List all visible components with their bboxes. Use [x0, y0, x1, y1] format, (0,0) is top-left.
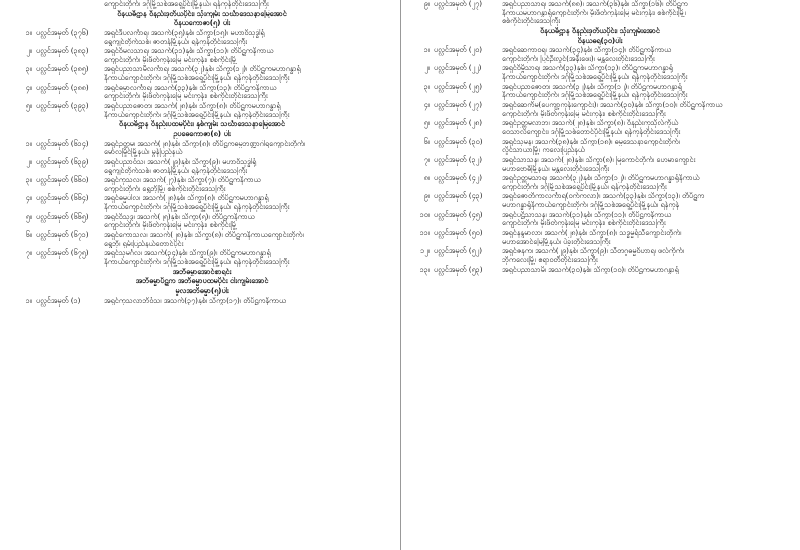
entry-text: ကျောင်းတိုက်၊ မိုးဖိတ်ကုန်းမြေ မင်းကုန်း၊ စစ်ကိုင်းတိုင်းဒေသကြီး [502, 109, 666, 118]
entry-text: အရှင်နန္ဒမာလာ၊ အသက်(၂၈)နှစ်၊ သိက္ခာ(၈)၊ သဒ္ဓမ္မရံသီကျောင်းတိုက်၊ [502, 229, 682, 238]
list-item [408, 101, 792, 118]
entry-text: အရှင်ဒီပလင်္ကာရ၊ အသက်(၃၅)နှစ်၊ သိက္ခာ(၁၅)၊ မဟာဝိသုဒ္ဓါရုံ [104, 28, 265, 37]
entry-number: ၉။ [423, 0, 430, 8]
text-line: ကျောင်းတိုက်၊ ဒဂုံမြို့သစ်အရှေ့ပိုင်းမြို့နယ်၊ ရန်ကုန်တိုင်းဒေသကြီး [104, 0, 269, 8]
list-item [10, 213, 394, 230]
list-item [10, 158, 394, 175]
list-item [10, 65, 394, 82]
list-item [10, 47, 394, 64]
entry-code: ပလ္လင်အမှတ် (၆၆၅) [36, 211, 89, 221]
entry-number: ၄။ [25, 193, 32, 203]
entry-code: ပလ္လင်အမှတ် (၄၃) [434, 191, 483, 201]
entry-code: ပလ္လင်အမှတ် (၂၈) [434, 118, 483, 128]
list-item [10, 249, 394, 266]
continuation-text [10, 0, 394, 9]
entry-code: ပလ္လင်အမှတ် (၂၇) [434, 0, 482, 8]
list-item [408, 138, 792, 155]
entry-list [10, 29, 394, 119]
entry-code: ပလ္လင်အမှတ် (၂၀) [434, 45, 482, 55]
entry-number: ၃။ [25, 64, 32, 74]
entry-text: နိကာယ်ကျောင်းတိုက်၊ ဒဂုံမြို့သစ်အရှေ့ပိုင်းမြို့နယ်၊ ရန်ကုန်တိုင်းဒေသကြီး [104, 110, 290, 119]
entry-text: ကျောင်းတိုက်၊ မိုးဖိတ်ကုန်းမြေ မင်းကုန်း၊ စစ်ကိုင်းတိုင်းဒေသကြီး [502, 219, 666, 228]
list-item [408, 174, 792, 191]
entry-text: ကျောင်းတိုက်၊ မိုးဖိတ်ကုန်းမြေ မင်းကုန်း၊ စစ်ကိုင်းမြို့ [104, 221, 237, 230]
entry-number: ၁၂။ [420, 246, 430, 256]
list-item [408, 119, 792, 136]
entry-text: ရွှေကျင်တိုက်သစ်၊ ဇာတန်မြို့နယ်၊ ရန်ကုန်တိုင်းဒေသကြီး [104, 166, 248, 175]
entry-number: ၇။ [25, 248, 32, 258]
entry-number: ၂။ [26, 46, 32, 56]
entry-code: ပလ္လင်အမှတ် (၆၃၉) [36, 156, 89, 166]
section-heading: အဘိဓမ္မာပိဋက အဘိဓမ္မာပထမပိုင်း ငါးကျမ်းအောင် [135, 277, 269, 286]
entry-text: ရွှေကျင်တိုက်သစ်၊ ဇာတန်မြို့နယ်၊ ရန်ကုန်တိုင်းဒေသကြီး [104, 37, 248, 46]
entry-text: အရှင်သုမင်္ဂလ၊ အသက်(၃၄)နှစ်၊ သိက္ခာ(၉)၊ တိပိဋကမဟာဂန္ဓာရုံ [104, 249, 271, 258]
list-item [10, 140, 394, 157]
list-item [408, 266, 792, 275]
right-column [408, 0, 792, 550]
entry-text: အရှင်ကုသလာဘိဝံသ၊ အသက်(၃၇)နှစ်၊ သိက္ခာ(၁၇)၊ တိပိဋကနိကာယ [104, 296, 287, 305]
entry-text: နိကာယ်ကျောင်းတိုက်၊ ဒဂုံမြို့သစ်အရှေ့ပိုင်းမြို့နယ်၊ ရန်ကုန်တိုင်းဒေသကြီး [104, 74, 290, 83]
entry-number: ၁။ [25, 138, 32, 148]
entry-text: ရွှေဘို၊ ရှမ်းပြည်နယ်တောင်ပိုင်း [104, 239, 184, 248]
entry-number: ၁၃။ [419, 264, 430, 274]
entry-number: ၂။ [26, 156, 32, 166]
entry-text: အရှင်ပညာသာမိ၊ အသက်(၃၀)နှစ်၊ သိက္ခာ(၁၀)၊ တိပိဋကမဟာဂန္ဓာရုံ [502, 265, 679, 274]
entry-number: ၄။ [25, 82, 32, 92]
entry-text: အရှင်ဝိမ္ဗိသာရ၊ အသက်(၃၃)နှစ်၊ သိက္ခာ(၁၃)၊ တိပိဋကမဟာဂန္ဓာရုံ [502, 64, 673, 73]
entry-text: ကျောင်းတိုက်၊ ရွှေဘိုမြို့၊ စစ်ကိုင်းတိုင်းဒေသကြီး [104, 184, 226, 193]
entry-number: ၇။ [423, 154, 430, 164]
entry-text: ကျောင်းတိုက်၊ ဒဂုံမြို့သစ်အရှေ့ပိုင်းမြို့နယ်၊ ရန်ကုန်တိုင်းဒေသကြီး [502, 182, 667, 191]
entry-number: ၁။ [25, 295, 32, 305]
entry-code: ပလ္လင်အမှတ် (၆၇၅) [36, 248, 89, 258]
left-column [10, 0, 394, 550]
entry-text: နိကာယ်ကျောင်းတိုက်၊ ဒဂုံမြို့သစ်အရှေ့ပိုင်းမြို့နယ်၊ ရန်ကုန်တိုင်းဒေသကြီး [104, 257, 290, 266]
entry-code: ပလ္လင်အမှတ် (၄၅) [434, 209, 483, 219]
entry-text: ဘိုကလေးမြို့၊ ဧရာဝတီတိုင်းဒေသကြီး [502, 255, 598, 264]
entry-number: ၈။ [423, 173, 430, 183]
entry-text: အရှင်ဆေကာဝရ၊ အသက်(၃၄)နှစ်၊ သိက္ခာ(၁၄)၊ တိပိဋကနိကာယ [502, 46, 672, 55]
entry-code: ပလ္လင်အမှတ် (၆၇၁) [36, 230, 89, 240]
entry-text: မဟာဗောဓိမြို့နယ်၊ မန္တလေးတိုင်းဒေသကြီး [502, 164, 610, 173]
entry-number: ၅။ [423, 118, 430, 128]
entry-code: ပလ္လင်အမှတ် (၆၆၄) [36, 193, 89, 203]
entry-text: အရှင်ဇောတိကာလင်္ကာရ(ဝက်ကလာ)၊ အသက်(၃၃)နှစ်၊ သိက္ခာ(၁၃)၊ တိပိဋက [502, 192, 705, 201]
entry-number: ၃။ [25, 175, 32, 185]
entry-text: အရှင်ဝိသုဒ္ဓ၊ အသက်(၂၅)နှစ်၊ သိက္ခာ(၅)၊ တိပိဋကနိကာယ [104, 212, 255, 221]
section-heading: ဝိနယဓိဋ္ဌာန ဝိနည်းဒုတိယပိုင်း၊ သုံးကျမ်း သင်္ဃာဒေသနာမြေအောင် [117, 9, 287, 18]
entry-text: ကျောင်းတိုက်၊ မိုးဖိတ်ကုန်းမြေ မင်းကုန်း၊ စစ်ကိုင်းမြို့ [104, 55, 237, 64]
entry-text: အရှင်ဓမ္မပါလ၊ အသက်(၂၈)နှစ်၊ သိက္ခာ(၈)၊ တိပိဋကမဟာဂန္ဓာရုံ [104, 194, 269, 203]
entry-text: အရှင်သာသန၊ အသက်(၂၈)နှစ်၊ သိက္ခာ(၈)၊ မြကောင်တိုက်၊ ဟေမာကျောင်း [502, 155, 696, 164]
entry-number: ၂။ [424, 63, 430, 73]
list-item [408, 192, 792, 209]
entry-text: အရှင်ပညာဇောတ၊ အသက်(၂၈)နှစ်၊ သိက္ခာ(၈)၊ တိပိဋကမဟာဂန္ဓာရုံ [104, 102, 281, 111]
list-item [10, 102, 394, 119]
entry-code: ပလ္လင်အမှတ် (၃၇၆) [36, 27, 89, 37]
entry-text: အရှင်ကုသလ၊ အသက်(၂၇)နှစ်၊ သိက္ခာ(၇)၊ တိပိဋကနိကာယ [104, 176, 261, 185]
section-heading: အဘိဓမ္မာအောင်စာရင်း [172, 267, 232, 276]
column-divider [400, 0, 401, 550]
entry-number: ၁၁။ [419, 228, 430, 238]
list-item [408, 247, 792, 264]
entry-code: ပလ္လင်အမှတ် (၆၆၀) [36, 175, 89, 185]
entry-text: အရှင်ဥတ္တမသာရ၊ အသက်(၃၂)နှစ်၊ သိက္ခာ(၁၂)၊ တိပိဋကမဟာဂန္ဓာရုံနိကာယ် [502, 174, 700, 183]
list-item [10, 194, 394, 211]
list-item [408, 46, 792, 63]
section-subheading: မူလအဘိဓမ္မာ(၅)ပါး [175, 286, 229, 295]
entry-code: ပလ္လင်အမှတ် (၃၉၃) [36, 101, 89, 111]
section-heading: ဝိနယဓိဋ္ဌာန ဝိနည်းဒုတိယပိုင်း၊ သုံးကျမ်းအောင် [540, 26, 660, 35]
entry-text: အရှင်ပညာဝံသ၊ အသက်(၂၉)နှစ်၊ သိက္ခာ(၉)၊ မဟာဝိသုဒ္ဓါရုံ [104, 157, 257, 166]
entry-text: အရှင်ဝိမလသာရ၊ အသက်(၃၁)နှစ်၊ သိက္ခာ(၁၁)၊ တိပိဋကနိကာယ [104, 47, 274, 56]
entry-text: နိကာယမဟာဂန္ဓာရုံကျောင်းတိုက်၊ မိုးဖိတ်ကုန်းမြေ မင်းကုန်း၊ စစ်ကိုင်းမြို့၊ [502, 8, 686, 17]
entry-number: ၁။ [25, 27, 32, 37]
section-heading: ဝိနယဓိဋ္ဌာန ဝိနည်းပထမပိုင်း၊ နှစ်ကျမ်း သင်္ဃာဒေသနာမြေအောင် [119, 120, 285, 129]
entry-number: ၄။ [423, 100, 430, 110]
section-subheading: ဝိနယဓရ(၃၀)ပါး [577, 36, 623, 45]
entry-text: အရှင်ပညာသာမီလင်္ကာရ၊ အသက်(၃၂)နှစ်၊ သိက္ခာ(၁၂)၊ တိပိဋကမဟာဂန္ဓာရုံ [104, 65, 301, 74]
entry-number: ၉။ [423, 191, 430, 201]
section-subheading: ဝိနယကောဇာ(၅) ပါး [173, 19, 231, 28]
list-item [408, 64, 792, 81]
entry-text: အရှင်ဥတ္တမ၊ အသက်(၂၈)နှစ်၊ သိက္ခာ(၈)၊ တိပိဋကဓမ္မဘဏ္ဍာဂါရကျောင်းတိုက်၊ [104, 139, 306, 148]
entry-text: မဟာအောင်မြေမြို့နယ်၊ ပဲခူးတိုင်းဒေသကြီး [502, 237, 611, 246]
entry-text: အရှင်ဓမ္မာလင်္ကာရ၊ အသက်(၃၃)နှစ်၊ သိက္ခာ(၁၃)၊ တိပိဋကနိကာယ [104, 83, 277, 92]
list-item [408, 229, 792, 246]
entry-text: နိကာယ်ကျောင်းတိုက်၊ ဒဂုံမြို့သစ်အရှေ့ပိုင်းမြို့နယ်၊ ရန်ကုန်တိုင်းဒေသကြီး [502, 73, 688, 82]
entry-text: လှိုင်သာယာမြို့၊ ကလေးပြည်နယ် [502, 146, 585, 155]
entry-code: ပလ္လင်အမှတ် (၂၅) [434, 81, 482, 91]
entry-text: မော်လမြိုင်မြို့နယ်၊ မွန်ပြည်နယ် [104, 148, 183, 157]
list-item [10, 176, 394, 193]
entry-code: ပလ္လင်အမှတ် (၆၁၄) [36, 138, 89, 148]
entry-number: ၃။ [423, 81, 430, 91]
entry-text: ဝေသာလိကျောင်း၊ ဒဂုံမြို့သစ်တောင်ပိုင်းမြို့နယ်၊ ရန်ကုန်တိုင်းဒေသကြီး [502, 127, 681, 136]
entry-number: ၁၀။ [419, 209, 430, 219]
entry-code: ပလ္လင်အမှတ် (၅၂) [434, 246, 482, 256]
list-item [10, 297, 394, 306]
list-item [408, 211, 792, 228]
entry-text: အရှင်ပညာဇောတ၊ အသက်(၃၂)နှစ်၊ သိက္ခာ(၁၂)၊ တိပိဋကမဟာဂန္ဓာရုံ [502, 82, 682, 91]
entry-text: အရှင်ပညာသာရ၊ အသက်(၈၈)၊ အသက်(၃၆)နှစ်၊ သိက္ခာ(၁၆)၊ တိပိဋက [502, 0, 688, 8]
entry-code: ပလ္လင်အမှတ် (၂၇) [434, 100, 482, 110]
entry-text: အရှင်သုမန၊ အသက်(၃၈)နှစ်၊ သိက္ခာ(၁၈)၊ ဓမ္မဒေသနာကျောင်းတိုက်၊ [502, 137, 680, 146]
section-subheading: ဥပဓေကောဇာ(၈) ပါး [173, 129, 231, 138]
entry-text: နိကာယ်ကျောင်းတိုက်၊ ဒဂုံမြို့သစ်အရှေ့ပိုင်းမြို့နယ်၊ ရန်ကုန်တိုင်းဒေသကြီး [502, 91, 688, 100]
entry-code: ပလ္လင်အမှတ် (၁) [36, 295, 81, 305]
entry-text: အရှင်ကောသလ၊ အသက်(၂၈)နှစ်၊ သိက္ခာ(၈)၊ တိပိဋကနိကာယကျောင်းတိုက်၊ [104, 231, 304, 240]
entry-list [10, 140, 394, 267]
entry-number: ၆။ [25, 230, 32, 240]
entry-code: ပလ္လင်အမှတ် (၃၂) [434, 154, 482, 164]
list-item [10, 231, 394, 248]
entry-code: ပလ္လင်အမှတ် (၃၈၈) [36, 82, 89, 92]
entry-number: ၅။ [25, 211, 32, 221]
entry-number: ၆။ [423, 136, 430, 146]
entry-text: အရှင်ဆေကိမ(ပေကျာ့ကုန်းကျောင်း)၊ အသက်(၃၀)နှစ်၊ သိက္ခာ(၁၀)၊ တိပိဋကနိကာယ [502, 101, 723, 110]
list-item [408, 156, 792, 173]
entry-number: ၁။ [423, 45, 430, 55]
entry-code: ပလ္လင်အမှတ် (၄၂) [434, 173, 482, 183]
list-item [10, 84, 394, 101]
entry-text: စစ်ကိုင်းတိုင်းဒေသကြီး [502, 17, 561, 26]
list-item [408, 0, 792, 26]
entry-code: ပလ္လင်အမှတ် (၅၀) [434, 228, 483, 238]
entry-code: ပလ္လင်အမှတ် (၅၃) [434, 264, 483, 274]
entry-text: မဟာဂန္ဓာရုံနိကာယ်ကျောင်းတိုက်၊ ဒဂုံမြို့သစ်အရှေ့ပိုင်းမြို့နယ်၊ ရန်ကုန် [502, 201, 680, 210]
entry-code: ပလ္လင်အမှတ် (၂၂) [434, 63, 482, 73]
entry-text: အရှင်ပဋိသာသန၊ အသက်(၃၁)နှစ်၊ သိက္ခာ(၁၁)၊ တိပိဋကနိကာယ [502, 210, 672, 219]
entry-text: ကျောင်းတိုက်၊ မိုးဖိတ်ကုန်းမြေ မင်းကုန်း၊ စစ်ကိုင်းတိုင်းဒေသကြီး [104, 92, 268, 101]
entry-list [408, 46, 792, 264]
entry-text: ကျောင်းတိုက်၊ ပြင်ဦးလွင်(အနီးဖေး)၊ မန္တလေးတိုင်းဒေသကြီး [502, 54, 655, 63]
entry-code: ပလ္လင်အမှတ် (၃၈၅) [36, 64, 89, 74]
list-item [408, 83, 792, 100]
entry-text: နိကာယ်ကျောင်းတိုက်၊ ဒဂုံမြို့သစ်အရှေ့ပိုင်းမြို့နယ်၊ ရန်ကုန်တိုင်းဒေသကြီး [104, 203, 290, 212]
entry-number: ၅။ [25, 101, 32, 111]
list-item [10, 29, 394, 46]
entry-text: အရှင်ဥတ္တမလာဘ၊ အသက်(၂၈)နှစ်၊ သိက္ခာ(၈)၊ ဝိနည်းကုသိုလ်ကိုယ် [502, 119, 679, 128]
entry-text: အရှင်ဇနက၊ အသက်(၂၉)နှစ်၊ သိက္ခာ(၉)၊ သီတဂူဓမ္မဝိဟာရ၊ ဖလ်ကိုက်၊ [502, 247, 684, 256]
entry-code: ပလ္လင်အမှတ် (၃၀) [434, 136, 483, 146]
entry-code: ပလ္လင်အမှတ် (၃၈၃) [36, 46, 89, 56]
